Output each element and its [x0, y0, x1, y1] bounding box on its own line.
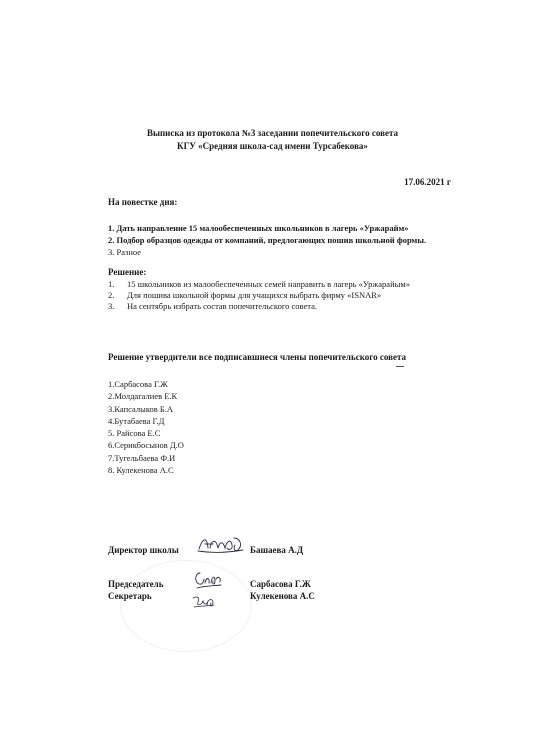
- secretary-name: Кулекенова А.С: [250, 591, 315, 601]
- decision-list: [108, 279, 410, 312]
- decision-item-2: [108, 290, 410, 301]
- decision-number: 2.: [108, 290, 115, 300]
- decision-item-3: [108, 301, 410, 312]
- agenda-item-2: 2. Подбор образцов одежды от компаний, предлогающих пошив школьной формы.: [108, 235, 427, 245]
- chair-name: Сарбасова Г.Ж: [250, 579, 311, 589]
- decision-number: 3.: [108, 301, 115, 311]
- chair-label: Председатель: [108, 579, 164, 589]
- secretary-signature-icon: [190, 592, 218, 610]
- document-title-line2: КГУ «Средняя школа-сад имени Турсабекова»: [177, 141, 368, 151]
- member-item: 5. Райсова Е.С: [108, 428, 161, 439]
- agenda-heading: На повестке дня:: [108, 197, 178, 207]
- decision-number: 1.: [108, 279, 115, 289]
- decision-text: Для пошива школьной формы для учащихся выбрать фирму «ISNAR»: [127, 290, 382, 300]
- decision-text: На сентябрь избрать состав попечительского совета.: [127, 301, 317, 311]
- secretary-label: Секретарь: [108, 591, 152, 601]
- director-signature-icon: [196, 533, 246, 555]
- members-list: [108, 378, 184, 476]
- member-item: 6.Серикбосынов Д.О: [108, 440, 184, 451]
- document-title-line1: Выписка из протокола №3 заседании попечительского совета: [146, 128, 399, 138]
- chair-signature-icon: [192, 568, 224, 592]
- agenda-item-3: 3. Разное: [108, 247, 142, 257]
- member-item: 8. Кулекенова А.С: [108, 465, 174, 476]
- scan-mark: [396, 366, 404, 367]
- faint-stamp: [120, 560, 252, 652]
- agenda-item-1: 1. Дать направление 15 малообеспеченных школьников в лагерь «Уржарайм»: [108, 223, 409, 233]
- decision-item-1: [108, 279, 410, 290]
- decision-heading: Решение:: [108, 267, 147, 277]
- director-name: Башаева А.Д: [250, 545, 304, 555]
- member-item: 4.Бутабаева Г.Д: [108, 415, 165, 426]
- agenda-list: [108, 222, 426, 258]
- decision-text: 15 школьников из малообеспеченных семей направить в лагерь «Уржарайым»: [127, 279, 410, 289]
- member-item: 3.Капсалыков Б.А: [108, 403, 174, 414]
- member-item: 2.Молдагалиев Е.К: [108, 391, 178, 402]
- member-item: 1.Сарбасова Г.Ж: [108, 379, 168, 389]
- document-date: 17.06.2021 г: [404, 177, 451, 187]
- member-item: 7.Тугельбаева Ф.И: [108, 452, 176, 463]
- approval-statement: Решение утвердители все подписавшиеся члены попечительского совета: [108, 352, 407, 362]
- director-label: Директор школы: [108, 545, 179, 555]
